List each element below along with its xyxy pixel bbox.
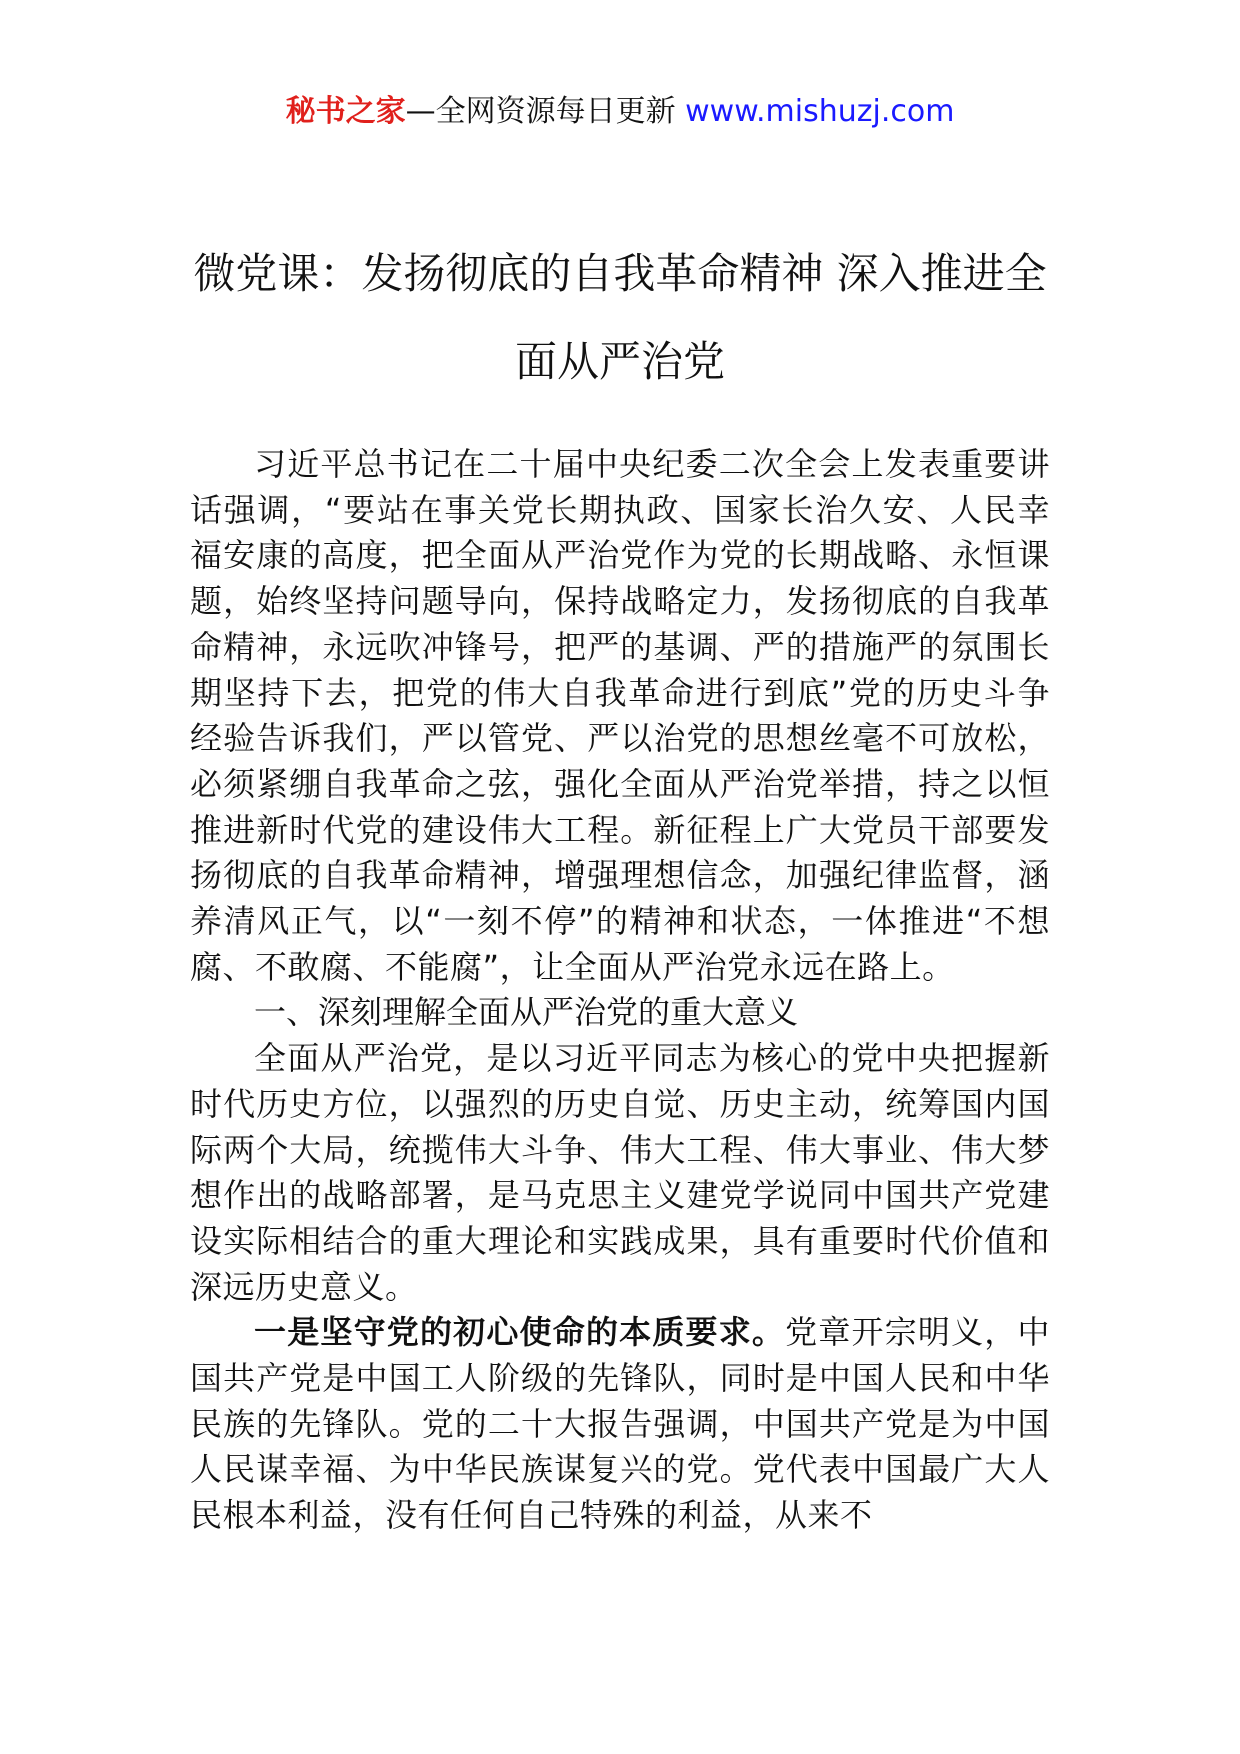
point-text: 党章开宗明义，中国共产党是中国工人阶级的先锋队，同时是中国人民和中华民族的先锋队。党的二十大报告强调，中国共产党是为中国人民谋幸福、为中华民族谋复兴的党。党代表中国最广大人民根本利益，没有任何自己特殊的利益，从来不 xyxy=(190,1313,1050,1535)
section-paragraph: 全面从严治党，是以习近平同志为核心的党中央把握新时代历史方位，以强烈的历史自觉、历史主动，统筹国内国际两个大局，统揽伟大斗争、伟大工程、伟大事业、伟大梦想作出的战略部署，是马克思主义建党学说同中国共产党建设实际相结合的重大理论和实践成果，具有重要时代价值和深远历史意义。 xyxy=(190,1039,1050,1306)
site-tagline: —全网资源每日更新 xyxy=(405,94,676,129)
point-paragraph xyxy=(190,1310,1050,1539)
point-lead: 一是坚守党的初心使命的本质要求。 xyxy=(254,1313,786,1352)
intro-paragraph: 习近平总书记在二十届中央纪委二次全会上发表重要讲话强调，“要站在事关党长期执政、国家长治久安、人民幸福安康的高度，把全面从严治党作为党的长期战略、永恒课题，始终坚持问题导向，保持战略定力，发扬彻底的自我革命精神，永远吹冲锋号，把严的基调、严的措施严的氛围长期坚持下去，把党的伟大自我革命进行到底”党的历史斗争经验告诉我们，严以管党、严以治党的思想丝毫不可放松，必须紧绷自我革命之弦，强化全面从严治党举措，持之以恒推进新时代党的建设伟大工程。新征程上广大党员干部要发扬彻底的自我革命精神，增强理想信念，加强纪律监督，涵养清风正气，以“一刻不停”的精神和状态，一体推进“不想腐、不敢腐、不能腐”，让全面从严治党永远在路上。 xyxy=(190,445,1050,986)
section-heading: 一、深刻理解全面从严治党的重大意义 xyxy=(254,993,799,1032)
brand-name: 秘书之家 xyxy=(285,94,406,129)
site-url-link[interactable]: www.mishuzj.com xyxy=(685,94,955,129)
site-header xyxy=(0,92,1240,132)
document-title: 微党课：发扬彻底的自我革命精神 深入推进全面从严治党 xyxy=(193,249,1047,386)
document-body xyxy=(190,442,1050,1539)
